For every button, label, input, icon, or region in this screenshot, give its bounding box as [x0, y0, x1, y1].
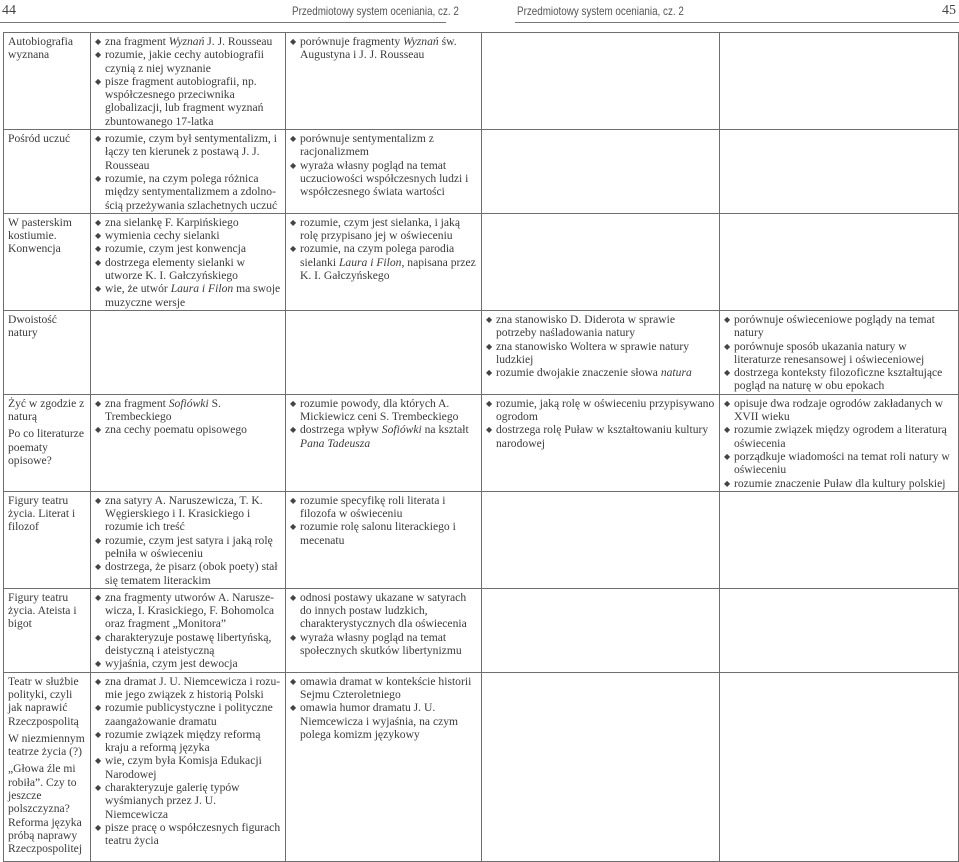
bullet-diamond-icon: ◆ — [95, 535, 102, 545]
item-text: na kształt — [421, 423, 469, 437]
requirements-list — [290, 494, 478, 547]
bullet-diamond-icon: ◆ — [290, 495, 297, 505]
list-item — [724, 366, 955, 393]
page-number: 44 — [2, 3, 16, 18]
page-number: 45 — [942, 3, 956, 18]
excellent-requirements-cell — [720, 491, 959, 588]
extended-requirements-cell — [286, 33, 482, 130]
list-item — [95, 132, 282, 172]
excellent-requirements-cell — [720, 310, 959, 394]
item-text: rozumie związek między reformą kraju a reformą języka — [105, 727, 261, 755]
item-text: wymienia cechy sielanki — [105, 229, 220, 243]
item-text: rozumie, czym jest konwencja — [105, 242, 247, 256]
list-item — [724, 423, 955, 450]
bullet-diamond-icon: ◆ — [95, 284, 102, 294]
extended-requirements-cell — [286, 491, 482, 588]
advanced-requirements-cell — [482, 672, 720, 861]
item-text: rozumie znaczenie Puław dla kultury polskiej — [734, 476, 946, 490]
extended-requirements-cell — [286, 213, 482, 310]
item-text: zna stanowisko D. Diderota w sprawie potrzeby naśladowania natury — [496, 312, 676, 340]
list-item — [290, 675, 478, 702]
item-text: zna fragment — [105, 35, 169, 48]
item-title-italic: Laura i Filon — [338, 255, 402, 269]
item-text: wie, czym była Komisja Edukacji Narodowej — [105, 754, 262, 781]
list-item — [290, 159, 478, 199]
bullet-diamond-icon: ◆ — [290, 632, 297, 642]
bullet-diamond-icon: ◆ — [724, 398, 731, 408]
item-text: rozumie, jaką rolę w oświeceniu przypisywano ogrodom — [496, 396, 715, 424]
item-text: , napisana przez K. I. Gałczyńskego — [300, 255, 476, 283]
requirements-list — [95, 35, 282, 128]
list-item — [290, 520, 478, 547]
requirements-list — [486, 397, 716, 450]
bullet-diamond-icon: ◆ — [95, 37, 102, 46]
item-text: porównuje oświeceniowe poglądy na temat natury — [734, 312, 935, 340]
bullet-diamond-icon: ◆ — [486, 398, 493, 408]
list-item — [95, 591, 282, 631]
requirements-list — [290, 397, 478, 450]
bullet-diamond-icon: ◆ — [290, 703, 297, 713]
list-item — [290, 631, 478, 658]
bullet-diamond-icon: ◆ — [486, 425, 493, 435]
item-text: wyraża własny pogląd na temat społecznych skutków libertynizmu — [300, 630, 462, 658]
table-row — [4, 491, 959, 588]
basic-requirements-cell — [91, 310, 286, 394]
item-text: zna stanowisko Woltera w sprawie natury ludzkiej — [496, 339, 689, 366]
item-text: św. Augustyna i J. J. Rousseau — [300, 35, 457, 62]
topic-cell — [4, 213, 91, 310]
item-text: dostrzega elementy sielanki w utworze K. I. Gałczyńskiego — [105, 255, 246, 283]
excellent-requirements-cell — [720, 213, 959, 310]
item-text: zna cechy poematu opisowego — [105, 423, 247, 437]
item-text: omawia humor dramatu J. U. Niemcewicza i wyjaśnia, na czym polega komizm językowy — [300, 701, 459, 741]
excellent-requirements-cell — [720, 33, 959, 130]
bullet-diamond-icon: ◆ — [724, 478, 731, 488]
requirements-list — [290, 216, 478, 282]
excellent-requirements-cell — [720, 394, 959, 491]
item-text: opisuje dwa rodzaje ogrodów zakładanych w XVII wieku — [734, 396, 943, 424]
item-text: rozumie, czym jest sielanka, i jaką rolę przypisano jej w oświeceniu — [300, 215, 460, 243]
item-text: rozumie, na czym polega parodia sielanki — [300, 242, 455, 269]
excellent-requirements-cell — [720, 672, 959, 861]
advanced-requirements-cell — [482, 310, 720, 394]
list-item — [95, 560, 282, 587]
bullet-diamond-icon: ◆ — [95, 217, 102, 227]
item-text: dostrzega, że pisarz (obok poety) stał się tematem literackim — [105, 560, 278, 587]
bullet-diamond-icon: ◆ — [95, 134, 102, 144]
list-item — [95, 534, 282, 561]
page-header-left — [0, 0, 459, 23]
requirements-list — [95, 397, 282, 437]
bullet-diamond-icon: ◆ — [486, 341, 493, 351]
list-item — [290, 701, 478, 741]
table-row — [4, 394, 959, 491]
item-text: zna dramat J. U. Niemcewicza i rozumie jego związek z historią Polski — [105, 674, 281, 701]
bullet-diamond-icon: ◆ — [486, 314, 493, 324]
topic-title: Figury teatru życia. Literat i filozof — [8, 493, 76, 534]
item-text: charakteryzuje galerię typów wyśmianych przez J. U. Niemcewicza — [105, 781, 240, 821]
bullet-diamond-icon: ◆ — [95, 495, 102, 505]
item-text: rozumie specyfikę roli literata i filozofa w oświeceniu — [300, 493, 446, 521]
item-text: rozumie, jakie cechy autobiografii czynią z niej wyznanie — [105, 48, 265, 75]
list-item — [486, 313, 716, 340]
bullet-diamond-icon: ◆ — [95, 632, 102, 642]
item-text: ma swoje muzyczne wersje — [105, 282, 281, 309]
list-item — [95, 75, 282, 128]
item-title-italic: natura — [660, 366, 692, 380]
table-row — [4, 130, 959, 214]
list-item — [95, 48, 282, 75]
bullet-diamond-icon: ◆ — [95, 244, 102, 254]
item-text: zna fragment — [105, 396, 169, 410]
item-text: porównuje fragmenty — [300, 35, 404, 48]
list-item — [486, 366, 716, 379]
basic-requirements-cell — [91, 588, 286, 672]
item-title-italic: Sofiówki — [381, 423, 422, 437]
bullet-diamond-icon: ◆ — [95, 257, 102, 267]
extended-requirements-cell — [286, 130, 482, 214]
topic-cell — [4, 588, 91, 672]
bullet-diamond-icon: ◆ — [290, 676, 297, 686]
basic-requirements-cell — [91, 130, 286, 214]
item-text: zna sielankę F. Karpińskiego — [105, 215, 239, 229]
list-item — [290, 397, 478, 424]
table-row — [4, 310, 959, 394]
topic-title: Żyć w zgodzie z naturą — [8, 396, 85, 424]
basic-requirements-cell — [91, 491, 286, 588]
basic-requirements-cell — [91, 33, 286, 130]
item-title-italic: Pana Tadeusza — [300, 436, 371, 450]
item-text: omawia dramat w kontekście historii Sejmu Czteroletniego — [300, 674, 472, 701]
list-item — [724, 477, 955, 490]
list-item — [95, 754, 282, 781]
bullet-diamond-icon: ◆ — [95, 398, 102, 408]
requirements-list — [95, 132, 282, 212]
requirements-list — [290, 675, 478, 741]
topic-title: Figury teatru życia. Ateista i bigot — [8, 590, 77, 631]
requirements-list — [724, 397, 955, 490]
basic-requirements-cell — [91, 672, 286, 861]
list-item — [95, 675, 282, 702]
requirements-list — [95, 591, 282, 671]
list-item — [95, 242, 282, 255]
item-title-italic: Wyznań — [403, 35, 439, 48]
topic-cell — [4, 394, 91, 491]
requirements-list — [290, 132, 478, 198]
list-item — [486, 397, 716, 424]
item-text: odnosi postawy ukazane w satyrach do innych postaw ludzkich, charakterystycznych dla oświecenia — [300, 590, 467, 631]
list-item — [95, 631, 282, 658]
list-item — [95, 256, 282, 283]
topic-cell — [4, 130, 91, 214]
list-item — [290, 242, 478, 282]
basic-requirements-cell — [91, 213, 286, 310]
item-title-italic: Laura i Filon — [170, 282, 234, 296]
table-row — [4, 213, 959, 310]
list-item — [95, 397, 282, 424]
topic-cell — [4, 672, 91, 861]
item-text: rozumie powody, dla których A. Mickiewicz ceni S. Trembeckiego — [300, 396, 459, 424]
requirements-list — [95, 675, 282, 848]
list-item — [95, 216, 282, 229]
table-row — [4, 672, 959, 861]
list-item — [290, 591, 478, 631]
bullet-diamond-icon: ◆ — [95, 50, 102, 60]
item-title-italic: Wyznań — [168, 35, 205, 48]
bullet-diamond-icon: ◆ — [95, 703, 102, 713]
excellent-requirements-cell — [720, 588, 959, 672]
bullet-diamond-icon: ◆ — [95, 822, 102, 832]
item-text: pisze pracę o współczesnych figurach teatru życia — [105, 820, 281, 848]
item-text: J. J. Rousseau — [204, 35, 273, 48]
list-item — [95, 172, 282, 212]
bullet-diamond-icon: ◆ — [290, 522, 297, 532]
bullet-diamond-icon: ◆ — [724, 451, 731, 461]
item-text: wie, że utwór — [105, 282, 171, 296]
bullet-diamond-icon: ◆ — [290, 134, 297, 144]
list-item — [95, 821, 282, 848]
bullet-diamond-icon: ◆ — [95, 783, 102, 793]
item-text: charakteryzuje postawę libertyńską, deistyczną i ateistyczną — [105, 630, 272, 658]
item-text: S. Trembeckiego — [105, 396, 221, 424]
list-item — [290, 216, 478, 243]
topic-title: Pośród uczuć — [8, 132, 71, 146]
item-text: rozumie, czym jest satyra i jaką rolę pełniła w oświeceniu — [105, 533, 273, 560]
item-text: rozumie rolę salonu literackiego i mecenatu — [300, 520, 456, 547]
basic-requirements-cell — [91, 394, 286, 491]
bullet-diamond-icon: ◆ — [290, 398, 297, 408]
item-text: rozumie publicystyczne i polityczne zaangażowanie dramatu — [105, 701, 273, 728]
bullet-diamond-icon: ◆ — [724, 341, 731, 351]
item-text: dostrzega rolę Puław w kształtowaniu kultury narodowej — [496, 423, 709, 450]
item-text: rozumie, na czym polega różnica między sentymentalizmem a zdolnością przeżywania szlachetnych uczuć — [105, 171, 278, 212]
bullet-diamond-icon: ◆ — [290, 425, 297, 435]
item-text: porównuje sentymentalizm z racjonalizmem — [300, 132, 434, 159]
bullet-diamond-icon: ◆ — [95, 756, 102, 766]
list-item — [290, 132, 478, 159]
page-header-right — [515, 0, 959, 23]
requirements-list — [290, 35, 478, 62]
list-item — [95, 728, 282, 755]
advanced-requirements-cell — [482, 491, 720, 588]
bullet-diamond-icon: ◆ — [486, 368, 493, 378]
bullet-diamond-icon: ◆ — [95, 592, 102, 602]
topic-cell — [4, 491, 91, 588]
list-item — [486, 423, 716, 450]
bullet-diamond-icon: ◆ — [95, 425, 102, 435]
item-text: wyjaśnia, czym jest dewocja — [105, 657, 238, 671]
list-item — [724, 450, 955, 477]
extended-requirements-cell — [286, 672, 482, 861]
item-text: rozumie dwojakie znaczenie słowa — [496, 366, 661, 380]
list-item — [95, 781, 282, 821]
table-row — [4, 588, 959, 672]
list-item — [486, 340, 716, 367]
list-item — [95, 282, 282, 309]
advanced-requirements-cell — [482, 33, 720, 130]
item-text: porządkuje wiadomości na temat roli natury w oświeceniu — [734, 449, 950, 477]
list-item — [95, 701, 282, 728]
item-text: porównuje sposób ukazania natury w literaturze renesansowej i oświeceniowej — [734, 339, 925, 366]
advanced-requirements-cell — [482, 130, 720, 214]
table-row — [4, 33, 959, 130]
bullet-diamond-icon: ◆ — [724, 314, 731, 324]
item-title-italic: Sofiówki — [168, 396, 209, 410]
bullet-diamond-icon: ◆ — [95, 562, 102, 572]
running-title: Przedmiotowy system oceniania, cz. 2 — [292, 4, 459, 18]
bullet-diamond-icon: ◆ — [95, 173, 102, 183]
running-title: Przedmiotowy system oceniania, cz. 2 — [517, 4, 684, 18]
item-text: wyraża własny pogląd na temat uczuciowości współczesnych ludzi i współczesnego świata wartości — [300, 158, 469, 199]
bullet-diamond-icon: ◆ — [290, 244, 297, 254]
advanced-requirements-cell — [482, 213, 720, 310]
topic-title: Dwoistość natury — [8, 312, 57, 340]
extended-requirements-cell — [286, 310, 482, 394]
list-item — [290, 423, 478, 450]
bullet-diamond-icon: ◆ — [95, 676, 102, 686]
bullet-diamond-icon: ◆ — [290, 37, 297, 46]
curriculum-table — [3, 32, 959, 862]
list-item — [95, 229, 282, 242]
topic-title: W niezmiennym teatrze życia (?) — [8, 731, 85, 759]
topic-title: W pasterskim kostiumie. Konwencja — [8, 215, 72, 256]
item-text: dostrzega wpływ — [300, 423, 382, 437]
bullet-diamond-icon: ◆ — [95, 729, 102, 739]
topic-title: „Głowa źle mi robiła”. Czy to jeszcze polszczyzna? Reforma języka próbą naprawy Rzeczpospolitej — [8, 762, 83, 856]
topic-title: Autobiografia wyznana — [8, 35, 74, 62]
list-item — [95, 494, 282, 534]
bullet-diamond-icon: ◆ — [95, 659, 102, 669]
bullet-diamond-icon: ◆ — [290, 592, 297, 602]
list-item — [724, 313, 955, 340]
topic-cell — [4, 310, 91, 394]
requirements-list — [290, 591, 478, 657]
item-text: zna satyry A. Naruszewicza, T. K. Węgierskiego i I. Krasickiego i rozumie ich treść — [105, 493, 263, 534]
list-item — [95, 657, 282, 670]
bullet-diamond-icon: ◆ — [95, 76, 102, 86]
requirements-list — [724, 313, 955, 393]
bullet-diamond-icon: ◆ — [290, 217, 297, 227]
list-item — [95, 423, 282, 436]
bullet-diamond-icon: ◆ — [724, 368, 731, 378]
extended-requirements-cell — [286, 394, 482, 491]
list-item — [290, 35, 478, 62]
requirements-list — [486, 313, 716, 379]
list-item — [95, 35, 282, 48]
topic-title: Teatr w służbie polityki, czyli jak naprawić Rzeczpospolitą — [8, 674, 79, 728]
excellent-requirements-cell — [720, 130, 959, 214]
item-text: rozumie związek między ogrodem a literaturą oświecenia — [734, 423, 947, 450]
item-text: rozumie, czym był sentymentalizm, i łączy ten kierunek z postawą J. J. Rousseau — [105, 132, 277, 172]
list-item — [290, 494, 478, 521]
bullet-diamond-icon: ◆ — [724, 425, 731, 435]
item-text: pisze fragment autobiografii, np. współczesnego przeciwnika globalizacji, lub fragment wyznań zbuntowanego 17-latka — [105, 74, 264, 128]
requirements-list — [95, 216, 282, 309]
requirements-list — [95, 494, 282, 587]
item-text: zna fragmenty utworów A. Naruszewicza, I. Krasickiego, F. Bohomolca oraz fragment „Monitora” — [105, 590, 275, 631]
bullet-diamond-icon: ◆ — [290, 160, 297, 170]
extended-requirements-cell — [286, 588, 482, 672]
topic-title: Po co literaturze poematy opisowe? — [8, 427, 84, 467]
topic-cell — [4, 33, 91, 130]
list-item — [724, 397, 955, 424]
bullet-diamond-icon: ◆ — [95, 231, 102, 241]
item-text: dostrzega konteksty filozoficzne kształtujące pogląd na naturę w obu epokach — [734, 366, 943, 393]
advanced-requirements-cell — [482, 394, 720, 491]
list-item — [724, 340, 955, 367]
advanced-requirements-cell — [482, 588, 720, 672]
